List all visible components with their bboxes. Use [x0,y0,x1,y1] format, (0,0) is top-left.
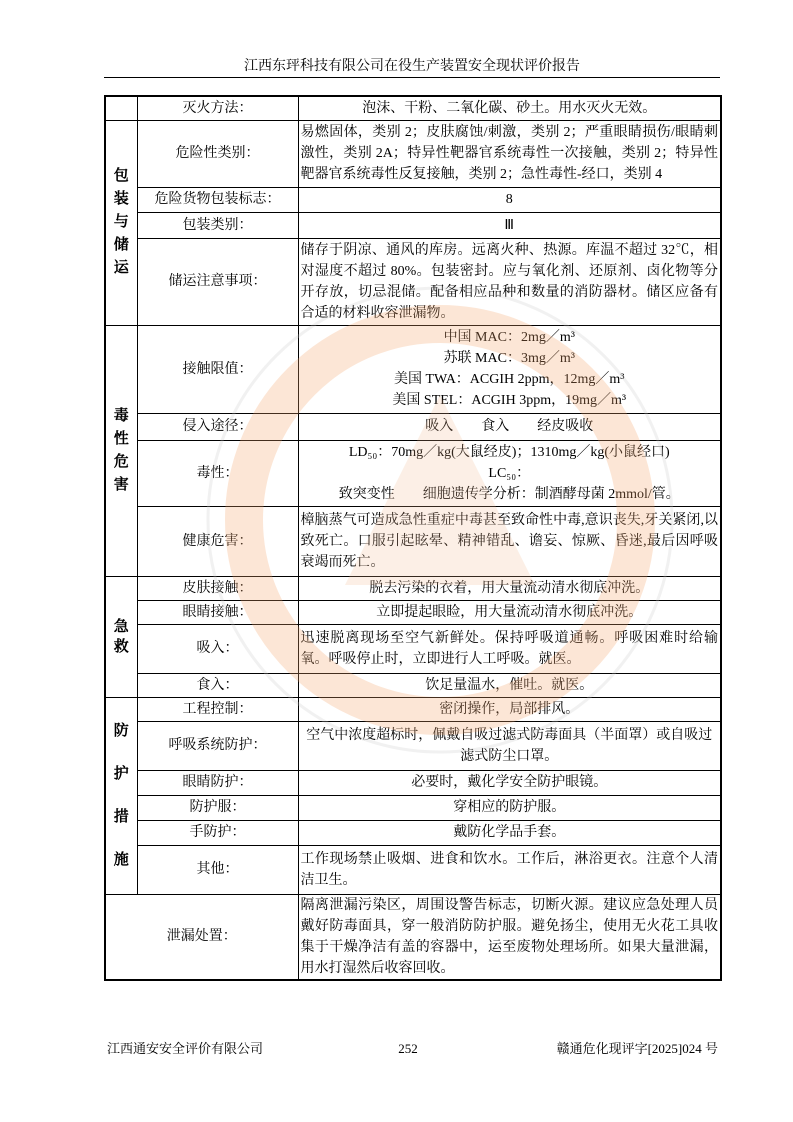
table-row [105,795,721,820]
value-engineering-control: 密闭操作，局部排风。 [298,697,721,721]
label-dangerous-goods-mark: 危险货物包装标志： [137,187,298,212]
table-row [105,212,721,238]
value-other-measures: 工作现场禁止吸烟、进食和饮水。工作后，淋浴更衣。注意个人清洁卫生。 [298,845,721,894]
table-row [105,238,721,325]
label-skin-contact: 皮肤接触： [137,576,298,600]
value-eye-contact: 立即提起眼睑，用大量流动清水彻底冲洗。 [298,600,721,624]
table-row [105,413,721,440]
value-ingestion: 饮足量温水，催吐。就医。 [298,673,721,697]
table-row [105,673,721,697]
value-exposure-limits [298,325,721,413]
label-hazard-category: 危险性类别： [137,120,298,187]
label-inhalation: 吸入： [137,624,298,673]
chemical-safety-table [104,95,722,981]
section-title-first-aid: 急救 [113,618,129,655]
table-row [105,697,721,721]
table-row [105,600,721,624]
section-cell-continued [105,96,137,120]
label-eye-contact: 眼睛接触： [137,600,298,624]
exposure-limit-line: 美国 TWA：ACGIH 2ppm，12mg／m³ [393,372,625,387]
table-row [105,440,721,506]
label-spill-disposal: 泄漏处置： [105,894,298,980]
table-row [105,325,721,413]
value-storage-notes: 储存于阴凉、通风的库房。远离火种、热源。库温不超过 32℃，相对湿度不超过 80%。包装密封。应与氧化剂、还原剂、卤化物等分开存放，切忌混储。配备相应品种和数量的消防器材。储区应备有合适的材料收容泄漏物。 [298,238,721,325]
value-toxicity [298,440,721,506]
label-eye-protection: 眼睛防护： [137,770,298,795]
value-routes-of-entry: 吸入 食入 经皮吸收 [298,413,721,440]
footer-company: 江西通安安全评价有限公司 [107,1041,264,1056]
value-dangerous-goods-mark: 8 [298,187,721,212]
label-protective-clothing: 防护服： [137,795,298,820]
report-title: 江西东玶科技有限公司在役生产装置安全现状评价报告 [244,59,580,74]
toxicity-line: 致突变性 细胞遗传学分析：制酒酵母菌 2mmol/管。 [338,486,680,502]
value-packing-group: Ⅲ [298,212,721,238]
label-toxicity: 毒性： [137,440,298,506]
label-extinguishing-method: 灭火方法： [137,96,298,120]
table-row [105,820,721,845]
value-spill-disposal: 隔离泄漏污染区，周围设警告标志，切断火源。建议应急处理人员戴好防毒面具，穿一般消防防护服。避免扬尘，使用无火花工具收集于干燥净洁有盖的容器中，运至废物处理场所。如果大量泄漏，用水打湿然后收容回收。 [298,894,721,980]
exposure-limit-line: 苏联 MAC：3mg／m³ [443,351,575,366]
table-row [105,721,721,770]
section-cell-protective-measures [105,697,137,894]
toxicity-line: LC₅₀： [488,465,531,481]
table-row [105,187,721,212]
section-title-packaging-storage: 包装与储运 [113,168,129,276]
report-header [104,57,720,78]
label-hand-protection: 手防护： [137,820,298,845]
section-title-toxicity-hazard: 毒性危害 [113,407,129,493]
label-packing-group: 包装类别： [137,212,298,238]
label-ingestion: 食入： [137,673,298,697]
section-title-protective-measures: 防护措施 [113,722,129,868]
value-respiratory-protection: 空气中浓度超标时，佩戴自吸过滤式防毒面具（半面罩）或自吸过滤式防尘口罩。 [298,721,721,770]
value-protective-clothing: 穿相应的防护服。 [298,795,721,820]
label-routes-of-entry: 侵入途径： [137,413,298,440]
value-inhalation: 迅速脱离现场至空气新鲜处。保持呼吸道通畅。呼吸困难时给输氧。呼吸停止时，立即进行人工呼吸。就医。 [298,624,721,673]
table-row [105,120,721,187]
section-cell-toxicity-hazard [105,325,137,576]
label-exposure-limits: 接触限值： [137,325,298,413]
toxicity-line: LD₅₀：70mg／kg(大鼠经皮)；1310mg／kg(小鼠经口) [348,444,670,460]
table-row [105,96,721,120]
table-row [105,770,721,795]
table-row [105,894,721,980]
label-respiratory-protection: 呼吸系统防护： [137,721,298,770]
value-skin-contact: 脱去污染的衣着，用大量流动清水彻底冲洗。 [298,576,721,600]
value-health-hazard: 樟脑蒸气可造成急性重症中毒甚至致命性中毒,意识丧失,牙关紧闭,以致死亡。口服引起眩晕、精神错乱、谵妄、惊厥、昏迷,最后因呼吸衰竭而死亡。 [298,506,721,576]
label-other-measures: 其他： [137,845,298,894]
value-hand-protection: 戴防化学品手套。 [298,820,721,845]
table-row [105,624,721,673]
value-eye-protection: 必要时，戴化学安全防护眼镜。 [298,770,721,795]
table-row [105,576,721,600]
label-health-hazard: 健康危害： [137,506,298,576]
section-cell-first-aid [105,576,137,697]
table-row [105,845,721,894]
document-number: 赣通危化现评字[2025]024 号 [556,1041,718,1056]
exposure-limit-line: 美国 STEL：ACGIH 3ppm，19mg／m³ [392,393,627,408]
exposure-limit-line: 中国 MAC：2mg／m³ [443,330,575,345]
value-extinguishing-method: 泡沫、干粉、二氧化碳、砂土。用水灭火无效。 [298,96,721,120]
value-hazard-category: 易燃固体，类别 2；皮肤腐蚀/刺激，类别 2；严重眼睛损伤/眼睛刺激性，类别 2A；特异性靶器官系统毒性一次接触，类别 2；特异性靶器官系统毒性反复接触，类别 2；急性毒性-经口，类别 4 [298,120,721,187]
label-engineering-control: 工程控制： [137,697,298,721]
section-cell-packaging-storage [105,120,137,325]
page-number: 252 [398,1041,418,1056]
label-storage-notes: 储运注意事项： [137,238,298,325]
table-row [105,506,721,576]
